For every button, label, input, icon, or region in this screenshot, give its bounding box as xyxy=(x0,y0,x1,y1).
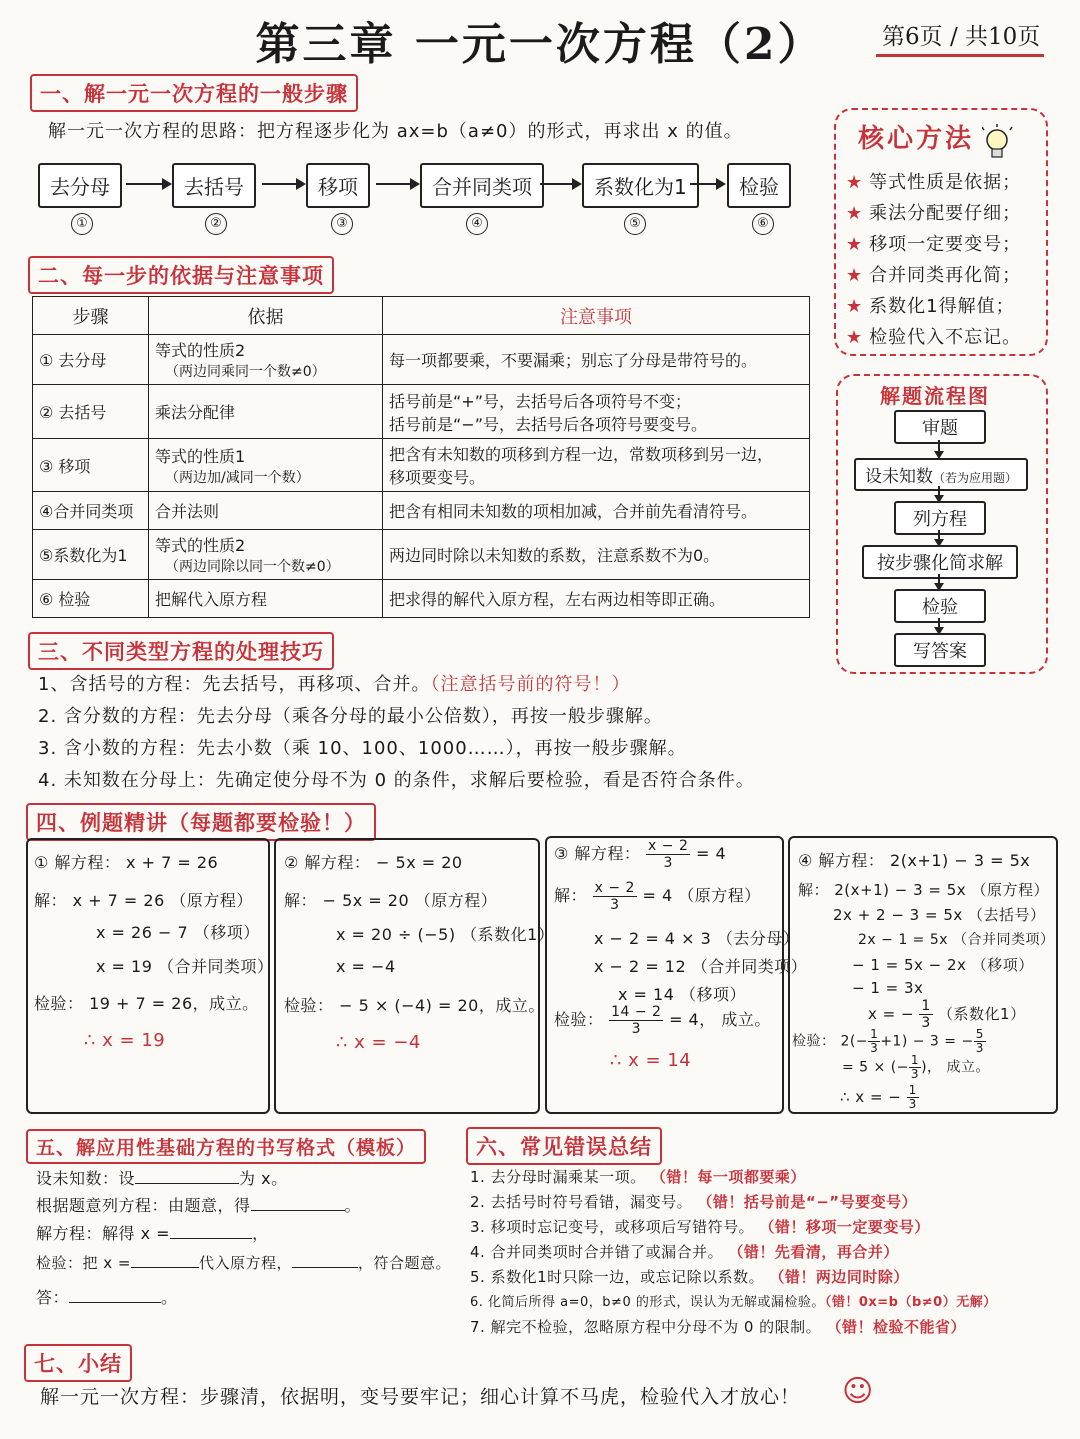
blank-field xyxy=(135,1183,239,1184)
header-step: 步骤 xyxy=(33,297,149,335)
core-method-title: 核心方法 xyxy=(858,124,975,154)
example-2-answer: ∴ x = −4 xyxy=(336,1032,421,1053)
fraction: $\frac{1}{3}$ xyxy=(921,998,931,1031)
example-3-line: x = 14 （移项） xyxy=(618,985,746,1004)
page-number-underline xyxy=(876,54,1044,57)
rules-table xyxy=(32,296,810,618)
example-1-line: x = 19 （合并同类项） xyxy=(96,957,274,976)
example-4-check: 检验： 2(− $\frac{1}{3}$ +1) − 3 = − $\frac{5}{3}$ xyxy=(792,1027,984,1055)
table-row xyxy=(33,385,810,439)
example-4-line: 2x + 2 − 3 = 5x （去括号） xyxy=(833,906,1046,924)
example-3-line: 解： $\frac{x - 2}{3}$ = 4 （原方程） xyxy=(554,880,761,913)
row-basis: 合并法则 xyxy=(149,492,383,530)
section-1-heading: 一、解一元一次方程的一般步骤 xyxy=(30,74,358,112)
smiley-icon: ☺ xyxy=(842,1374,874,1409)
arrow-right-icon xyxy=(262,183,304,185)
tip-item: 4. 未知数在分母上：先确定使分母不为 0 的条件，求解后要检验，看是否符合条件。 xyxy=(38,770,755,791)
error-item: 5. 系数化1时只除一边，或忘记除以系数。 （错！两边同时除） xyxy=(470,1268,909,1286)
summary-text: 解一元一次方程：步骤清，依据明，变号要牢记；细心计算不马虎，检验代入才放心！ xyxy=(40,1386,801,1408)
example-3-answer: ∴ x = 14 xyxy=(610,1050,692,1071)
solving-idea: 解一元一次方程的思路：把方程逐步化为 ax=b（a≠0）的形式，再求出 x 的值。 xyxy=(48,121,743,142)
example-4-line: − 1 = 5x − 2x （移项） xyxy=(852,956,1034,974)
step-number-1: ① xyxy=(71,213,93,235)
row-note: 每一项都要乘，不要漏乘；别忘了分母是带符号的。 xyxy=(383,335,810,385)
core-method-list xyxy=(846,168,1021,354)
blank-field xyxy=(292,1267,358,1268)
section-6-heading: 六、常见错误总结 xyxy=(466,1127,662,1165)
step-number-3: ③ xyxy=(331,213,353,235)
row-note: 把含有未知数的项移到方程一边，常数项移到另一边， 移项要变号。 xyxy=(383,439,810,492)
flow-step-3: 列方程 xyxy=(894,501,986,535)
row-note: 把求得的解代入原方程，左右两边相等即正确。 xyxy=(383,580,810,618)
row-basis: 乘法分配律 xyxy=(149,385,383,439)
example-1-line: x = 26 − 7 （移项） xyxy=(96,923,260,942)
core-method-item: ★ 乘法分配要仔细； xyxy=(846,203,1022,224)
template-line: 答： 。 xyxy=(36,1288,178,1307)
step-box-6: 检验 xyxy=(727,163,791,208)
arrow-right-icon xyxy=(690,183,724,185)
error-item: 1. 去分母时漏乘某一项。 （错！每一项都要乘） xyxy=(470,1168,806,1186)
arrow-down-icon xyxy=(938,618,940,632)
core-method-item: ★ 等式性质是依据； xyxy=(846,172,1022,193)
error-item: 6. 化简后所得 a=0，b≠0 的形式，误认为无解或漏检验。（错！0x=b（b≠0）无解） xyxy=(470,1295,997,1310)
fraction: $\frac{1}{3}$ xyxy=(910,1053,920,1081)
flow-step-1: 审题 xyxy=(894,410,986,444)
section-2-heading: 二、每一步的依据与注意事项 xyxy=(28,256,334,294)
table-row xyxy=(33,439,810,492)
step-box-4: 合并同类项 xyxy=(420,163,544,208)
row-step: ⑥ 检验 xyxy=(33,580,149,618)
row-step: ① 去分母 xyxy=(33,335,149,385)
example-3-line: x − 2 = 12 （合并同类项） xyxy=(594,957,808,976)
example-2-box xyxy=(274,838,540,1114)
fraction: $\frac{14 - 2}{3}$ xyxy=(611,1004,662,1037)
flow-step-5: 检验 xyxy=(894,589,986,623)
row-step: ② 去括号 xyxy=(33,385,149,439)
flow-step-6: 写答案 xyxy=(894,633,986,667)
example-1-answer: ∴ x = 19 xyxy=(84,1030,166,1051)
row-step: ④合并同类项 xyxy=(33,492,149,530)
error-item: 3. 移项时忘记变号，或移项后写错符号。 （错！移项一定要变号） xyxy=(470,1218,930,1236)
tip-item: 1、含括号的方程：先去括号，再移项、合并。（注意括号前的符号！） xyxy=(38,674,631,695)
step-box-5: 系数化为1 xyxy=(582,163,699,208)
arrow-down-icon xyxy=(938,530,940,544)
example-4-answer: ∴ x = − $\frac{1}{3}$ xyxy=(840,1083,917,1111)
star-icon: ★ xyxy=(846,172,864,193)
core-method-item: ★ 合并同类再化简； xyxy=(846,265,1022,286)
fraction: $\frac{1}{3}$ xyxy=(870,1027,879,1055)
example-4-line: 解： 2(x+1) − 3 = 5x （原方程） xyxy=(798,881,1049,899)
step-number-6: ⑥ xyxy=(752,213,774,235)
step-box-3: 移项 xyxy=(306,163,370,208)
row-basis: 把解代入原方程 xyxy=(149,580,383,618)
example-4-line: x = − $\frac{1}{3}$ （系数化1） xyxy=(868,998,1026,1031)
page-number: 第6页 / 共10页 xyxy=(882,24,1041,50)
star-icon: ★ xyxy=(846,234,864,255)
blank-field xyxy=(251,1210,345,1211)
example-3-check: 检验： $\frac{14 - 2}{3}$ = 4， 成立。 xyxy=(554,1004,771,1037)
example-2-line: 解： − 5x = 20 （原方程） xyxy=(284,891,498,910)
core-method-item: ★ 系数化1得解值； xyxy=(846,296,1015,317)
arrow-right-icon xyxy=(376,183,418,185)
core-method-item: ★ 检验代入不忘记。 xyxy=(846,327,1022,348)
example-4-question: ④ 解方程： 2(x+1) − 3 = 5x xyxy=(798,851,1031,870)
row-note: 把含有相同未知数的项相加减，合并前先看清符号。 xyxy=(383,492,810,530)
flowchart-title: 解题流程图 xyxy=(880,384,990,408)
core-method-item: ★ 移项一定要变号； xyxy=(846,234,1022,255)
star-icon: ★ xyxy=(846,296,864,317)
fraction: $\frac{x - 2}{3}$ xyxy=(594,880,635,913)
flow-step-2: 设未知数（若为应用题） xyxy=(854,458,1028,491)
example-4-line: 2x − 1 = 5x （合并同类项） xyxy=(858,932,1055,948)
error-item: 2. 去括号时符号看错，漏变号。 （错！括号前是“−”号要变号） xyxy=(470,1193,918,1211)
error-list xyxy=(470,1166,997,1341)
row-basis: 等式的性质1 （两边加/减同一个数） xyxy=(149,439,383,492)
header-notes: 注意事项 xyxy=(383,297,810,335)
arrow-down-icon xyxy=(938,574,940,588)
fraction: $\frac{5}{3}$ xyxy=(975,1027,984,1055)
arrow-right-icon xyxy=(126,183,170,185)
fraction: $\frac{1}{3}$ xyxy=(908,1083,917,1111)
section-4-heading: 四、例题精讲（每题都要检验！） xyxy=(26,803,376,841)
template-line: 解方程：解得 x = ， xyxy=(36,1224,269,1243)
star-icon: ★ xyxy=(846,265,864,286)
section-5-heading: 五、解应用性基础方程的书写格式（模板） xyxy=(26,1129,426,1164)
example-2-line: x = 20 ÷ (−5) （系数化1） xyxy=(336,925,555,944)
row-step: ③ 移项 xyxy=(33,439,149,492)
example-4-line: − 1 = 3x xyxy=(852,979,924,997)
star-icon: ★ xyxy=(846,327,864,348)
step-number-5: ⑤ xyxy=(624,213,646,235)
example-1-check: 检验： 19 + 7 = 26，成立。 xyxy=(34,994,259,1013)
error-item: 7. 解完不检验，忽略原方程中分母不为 0 的限制。 （错！检验不能省） xyxy=(470,1318,966,1336)
arrow-right-icon xyxy=(540,183,580,185)
blank-field xyxy=(69,1302,161,1303)
row-basis: 等式的性质2 （两边同除以同一个数≠0） xyxy=(149,530,383,580)
step-box-1: 去分母 xyxy=(38,163,122,208)
section-3-heading: 三、不同类型方程的处理技巧 xyxy=(28,632,334,670)
lightbulb-icon xyxy=(982,122,1016,170)
table-header-row xyxy=(33,297,810,335)
header-basis: 依据 xyxy=(149,297,383,335)
table-row xyxy=(33,492,810,530)
example-3-question: ③ 解方程： $\frac{x - 2}{3}$ = 4 xyxy=(554,838,727,871)
error-item: 4. 合并同类项时合并错了或漏合并。 （错！先看清，再合并） xyxy=(470,1243,899,1261)
template-line: 设未知数：设 为 x。 xyxy=(36,1169,288,1188)
row-note: 括号前是“+”号，去括号后各项符号不变； 括号前是“−”号，去括号后各项符号要变号。 xyxy=(383,385,810,439)
arrow-down-icon xyxy=(938,440,940,456)
template-line: 检验：把 x = 代入原方程， ，符合题意。 xyxy=(36,1254,452,1272)
template-line: 根据题意列方程：由题意，得 。 xyxy=(36,1196,362,1215)
section-7-heading: 七、小结 xyxy=(24,1344,132,1382)
example-1-line: 解： x + 7 = 26 （原方程） xyxy=(34,891,253,910)
flow-step-4: 按步骤化简求解 xyxy=(862,545,1018,579)
row-basis: 等式的性质2 （两边同乘同一个数≠0） xyxy=(149,335,383,385)
table-row xyxy=(33,335,810,385)
step-box-2: 去括号 xyxy=(172,163,256,208)
step-number-4: ④ xyxy=(466,213,488,235)
arrow-down-icon xyxy=(938,486,940,500)
tip-item: 2. 含分数的方程：先去分母（乘各分母的最小公倍数），再按一般步骤解。 xyxy=(38,706,663,727)
example-1-question: ① 解方程： x + 7 = 26 xyxy=(34,853,219,872)
page-title: 第三章 一元一次方程（2） xyxy=(255,19,825,70)
example-2-line: x = −4 xyxy=(336,957,396,976)
blank-field xyxy=(131,1267,199,1268)
star-icon: ★ xyxy=(846,203,864,224)
example-4-check: = 5 × (− $\frac{1}{3}$ )， 成立。 xyxy=(842,1053,990,1081)
blank-field xyxy=(170,1238,252,1239)
row-note: 两边同时除以未知数的系数，注意系数不为0。 xyxy=(383,530,810,580)
tip-item: 3. 含小数的方程：先去小数（乘 10、100、1000……），再按一般步骤解。 xyxy=(38,738,687,759)
table-row xyxy=(33,530,810,580)
example-2-question: ② 解方程： − 5x = 20 xyxy=(284,853,463,872)
step-number-2: ② xyxy=(205,213,227,235)
row-step: ⑤系数化为1 xyxy=(33,530,149,580)
example-2-check: 检验： − 5 × (−4) = 20，成立。 xyxy=(284,996,545,1015)
example-3-line: x − 2 = 4 × 3 （去分母） xyxy=(594,929,800,948)
table-row xyxy=(33,580,810,618)
fraction: $\frac{x - 2}{3}$ xyxy=(648,838,689,871)
